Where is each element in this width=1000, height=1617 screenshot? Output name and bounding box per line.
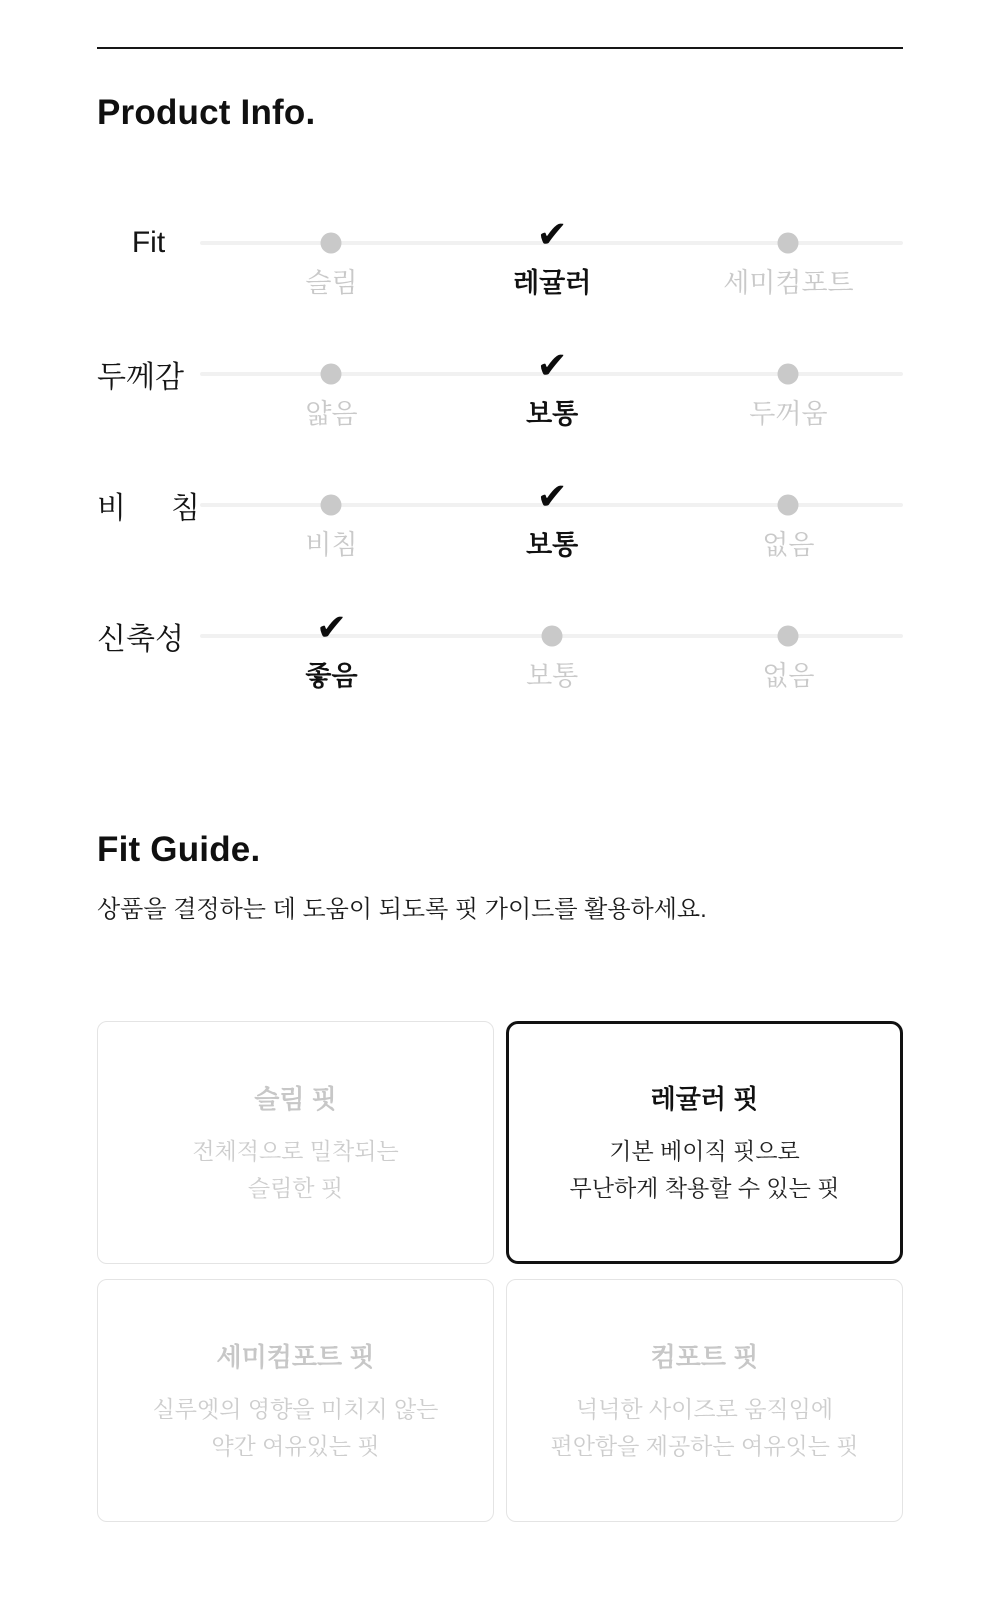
card-desc-line: 편안함을 제공하는 여유잇는 핏 (550, 1432, 859, 1459)
card-desc-line: 실루엣의 영향을 미치지 않는 (152, 1395, 439, 1422)
option-label-selected: 보통 (526, 399, 579, 429)
option-dot (321, 364, 342, 385)
option-label: 두꺼움 (749, 399, 828, 429)
fit-card-description (550, 1391, 858, 1465)
product-info-rows (97, 214, 903, 691)
option-dot (321, 495, 342, 516)
option-label: 없음 (762, 661, 815, 691)
row-label: 신축성 (97, 623, 184, 656)
page-content (97, 47, 903, 1522)
option-label-selected: 좋음 (305, 661, 358, 691)
fit-card-title: 컴포트 핏 (650, 1341, 759, 1372)
check-icon: ✔ (536, 214, 568, 255)
row-label: 두께감 (97, 361, 184, 394)
slider-track (200, 345, 903, 429)
option-label: 슬림 (305, 268, 358, 298)
fit-card-description (153, 1391, 439, 1465)
option-dot (778, 495, 799, 516)
option-label: 없음 (762, 530, 815, 560)
row-label: Fit (131, 226, 166, 259)
option-label: 보통 (526, 661, 579, 691)
product-info-row-fit (97, 214, 903, 298)
product-info-row-thickness (97, 345, 903, 429)
option-label-selected: 보통 (526, 530, 579, 560)
option-label: 비침 (305, 530, 358, 560)
slider-track (200, 607, 903, 691)
fit-card-title: 슬림 핏 (254, 1083, 337, 1114)
card-desc-line: 슬림한 핏 (247, 1174, 344, 1201)
option-dot (778, 626, 799, 647)
card-desc-line: 전체적으로 밀착되는 (192, 1137, 399, 1164)
fit-guide-title: Fit Guide. (97, 830, 261, 869)
option-dot (542, 626, 563, 647)
fit-card-regular-selected (506, 1021, 903, 1264)
option-label-selected: 레귤러 (513, 268, 592, 298)
slider-track (200, 214, 903, 298)
product-info-row-elasticity (97, 607, 903, 691)
fit-card-description (570, 1133, 840, 1207)
fit-card-comfort (506, 1279, 903, 1522)
product-info-title: Product Info. (97, 93, 316, 132)
option-dot (321, 233, 342, 254)
row-label: 비 침 (97, 492, 200, 525)
top-divider (97, 47, 903, 49)
fit-card-semicomfort (97, 1279, 494, 1522)
fit-card-title: 세미컴포트 핏 (216, 1341, 375, 1372)
option-dot (778, 233, 799, 254)
fit-guide-cards (97, 1021, 903, 1522)
product-info-row-sheerness (97, 476, 903, 560)
check-icon: ✔ (536, 345, 568, 386)
option-label: 얇음 (305, 399, 358, 429)
option-dot (778, 364, 799, 385)
fit-guide-subtitle: 상품을 결정하는 데 도움이 되도록 핏 가이드를 활용하세요. (97, 896, 707, 923)
card-desc-line: 넉넉한 사이즈로 움직임에 (575, 1395, 834, 1422)
option-label: 세미컴포트 (723, 268, 854, 298)
fit-card-slim (97, 1021, 494, 1264)
card-desc-line: 무난하게 착용할 수 있는 핏 (569, 1174, 840, 1201)
check-icon: ✔ (536, 476, 568, 517)
slider-track (200, 476, 903, 560)
card-desc-line: 기본 베이직 핏으로 (609, 1137, 800, 1164)
card-desc-line: 약간 여유있는 핏 (211, 1432, 380, 1459)
fit-card-title: 레귤러 핏 (650, 1083, 759, 1114)
check-icon: ✔ (315, 607, 347, 648)
fit-card-description (192, 1133, 398, 1207)
